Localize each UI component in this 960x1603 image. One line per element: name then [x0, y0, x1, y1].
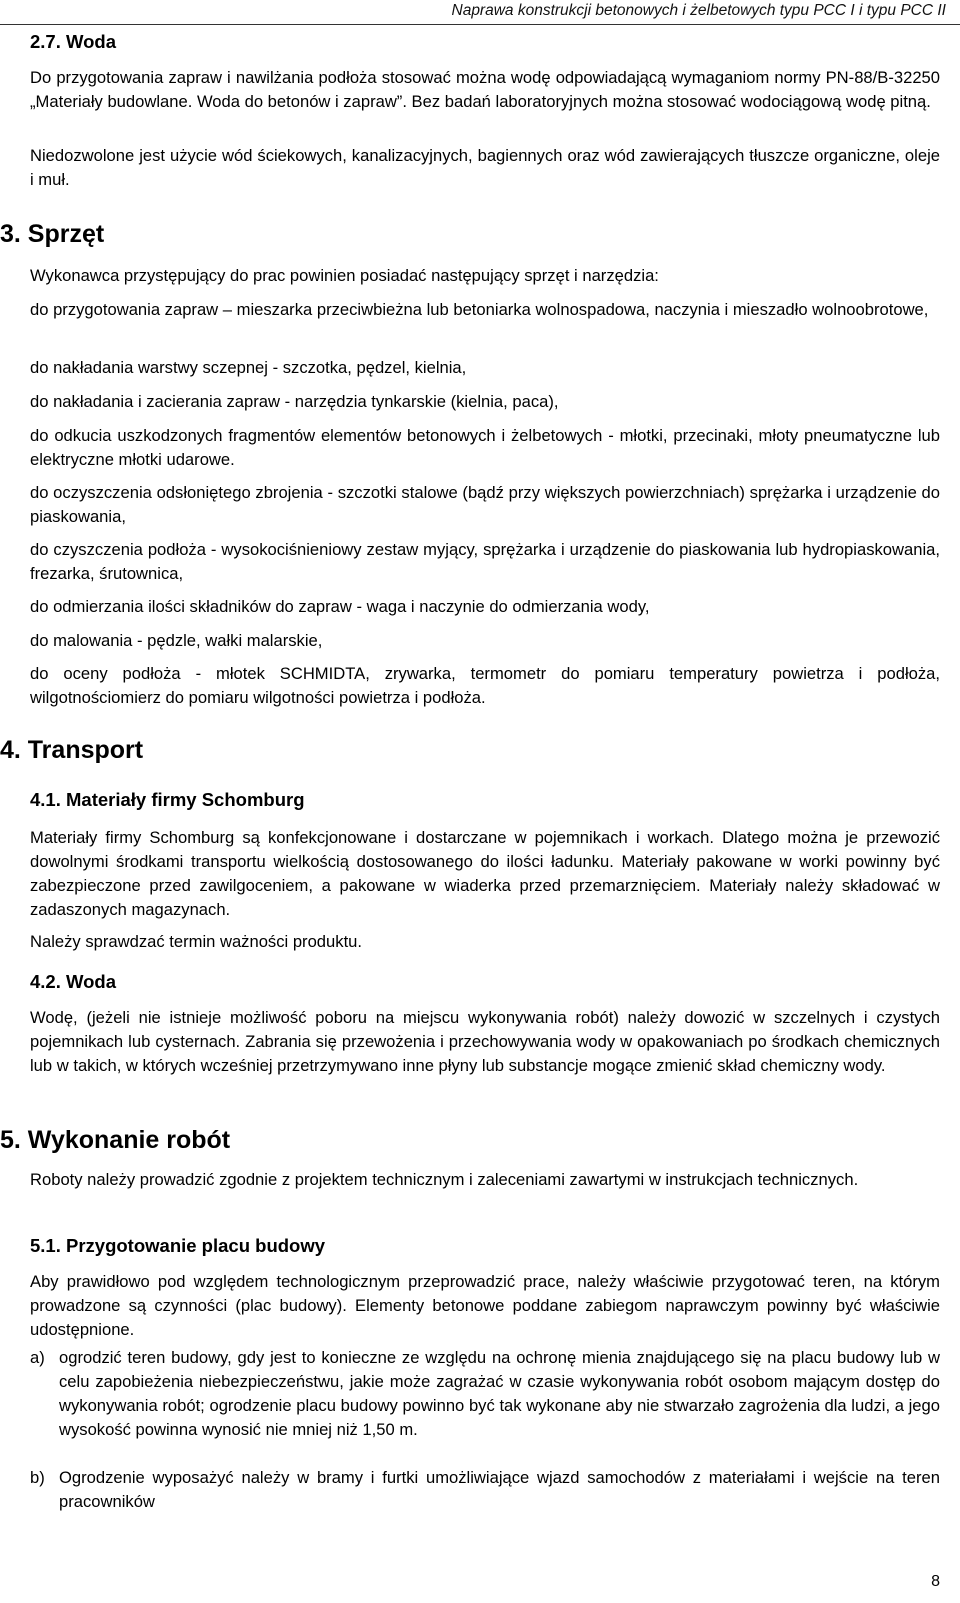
paragraph-2-7-1: Do przygotowania zapraw i nawilżania podłoża stosować można wodę odpowiadającą wymaganiom normy PN-88/B-32250 „Materiały budowlane. Woda do betonów i zapraw”. Bez badań laboratoryjnych można stosować wodociągową wodę pitną.	[30, 68, 940, 111]
list-marker: b)	[30, 1468, 45, 1487]
list-item-text: ogrodzić teren budowy, gdy jest to konieczne ze względu na ochronę mienia znajdującego się na placu budowy lub w celu zapobieżenia niebezpieczeństwu, jakie może zagrażać w czasie wykonywania robót osobom mającym dostęp do wykonywania robót; ogrodzenie placu budowy powinno być tak wykonane aby nie stwarzało zagrożenia dla ludzi, a jego wysokość powinna wynosić nie mniej niż 1,50 m.	[59, 1348, 940, 1439]
header-rule	[0, 24, 960, 25]
paragraph-4-2-1: Wodę, (jeżeli nie istnieje możliwość poboru na miejscu wykonywania robót) należy dowozić w szczelnych i czystych pojemnikach lub cysternach. Zabrania się przewożenia i przechowywania wody w opakowaniach po środkach chemicznych lub w takich, w których wcześniej przetrzymywano inne płyny lub substancje mogące zmienić skład chemiczny wody.	[30, 1008, 940, 1075]
paragraph-5-1: Roboty należy prowadzić zgodnie z projektem technicznym i zaleceniami zawartymi w instrukcjach technicznych.	[30, 1170, 859, 1189]
paragraph-4-1-1: Materiały firmy Schomburg są konfekcjonowane i dostarczane w pojemnikach i workach. Dlatego można je przewozić dowolnymi środkami transportu wielkością dostosowanego do ilości ładunku. Materiały pakowane w worki powinny być zabezpieczone przed zawilgoceniem, a pakowane w wiaderka przed przemarznięciem. Materiały należy składować w zadaszonych magazynach.	[30, 828, 940, 919]
page-number: 8	[931, 1573, 940, 1590]
list-marker: a)	[30, 1348, 45, 1367]
list-item	[30, 1346, 940, 1442]
heading-4: 4. Transport	[0, 736, 144, 764]
equipment-item-7: do odmierzania ilości składników do zapraw - waga i naczynie do odmierzania wody,	[30, 597, 650, 616]
running-header: Naprawa konstrukcji betonowych i żelbetowych typu PCC I i typu PCC II	[451, 2, 946, 19]
heading-4-2: 4.2. Woda	[30, 971, 117, 992]
heading-5-1: 5.1. Przygotowanie placu budowy	[30, 1235, 326, 1256]
equipment-item-1: do przygotowania zapraw – mieszarka przeciwbieżna lub betoniarka wolnospadowa, naczynia i mieszadło wolnoobrotowe,	[30, 300, 929, 319]
equipment-item-8: do malowania - pędzle, wałki malarskie,	[30, 631, 323, 650]
equipment-item-3: do nakładania i zacierania zapraw - narzędzia tynkarskie (kielnia, paca),	[30, 392, 559, 411]
equipment-item-6: do czyszczenia podłoża - wysokociśnieniowy zestaw myjący, sprężarka i urządzenie do piaskowania lub hydropiaskowania, frezarka, śrutownica,	[30, 540, 940, 583]
equipment-item-9: do oceny podłoża - młotek SCHMIDTA, zrywarka, termometr do pomiaru temperatury powietrza i podłoża, wilgotnościomierz do pomiaru wilgotności powietrza i podłoża.	[30, 664, 940, 707]
heading-5: 5. Wykonanie robót	[0, 1126, 231, 1154]
equipment-item-2: do nakładania warstwy sczepnej - szczotka, pędzel, kielnia,	[30, 358, 467, 377]
heading-2-7: 2.7. Woda	[30, 31, 117, 52]
paragraph-5-1-1: Aby prawidłowo pod względem technologicznym przeprowadzić prace, należy właściwie przygotować teren, na którym prowadzone są czynności (plac budowy). Elementy betonowe poddane zabiegom naprawczym powinny być właściwie udostępnione.	[30, 1272, 940, 1339]
list-item	[30, 1466, 940, 1514]
list-item-text: Ogrodzenie wyposażyć należy w bramy i furtki umożliwiające wjazd samochodów z materiałami i wejście na teren pracowników	[59, 1468, 940, 1511]
heading-4-1: 4.1. Materiały firmy Schomburg	[30, 789, 305, 810]
equipment-item-4: do odkucia uszkodzonych fragmentów elementów betonowych i żelbetowych - młotki, przecinaki, młoty pneumatyczne lub elektryczne młotki udarowe.	[30, 426, 940, 469]
equipment-item-5: do oczyszczenia odsłoniętego zbrojenia - szczotki stalowe (bądź przy większych powierzchniach) sprężarka i urządzenie do piaskowania,	[30, 483, 940, 526]
paragraph-2-7-2: Niedozwolone jest użycie wód ściekowych, kanalizacyjnych, bagiennych oraz wód zawierających tłuszcze organiczne, oleje i muł.	[30, 146, 940, 189]
paragraph-3-intro: Wykonawca przystępujący do prac powinien posiadać następujący sprzęt i narzędzia:	[30, 266, 659, 285]
paragraph-4-1-2: Należy sprawdzać termin ważności produktu.	[30, 932, 363, 951]
heading-3: 3. Sprzęt	[0, 220, 105, 248]
